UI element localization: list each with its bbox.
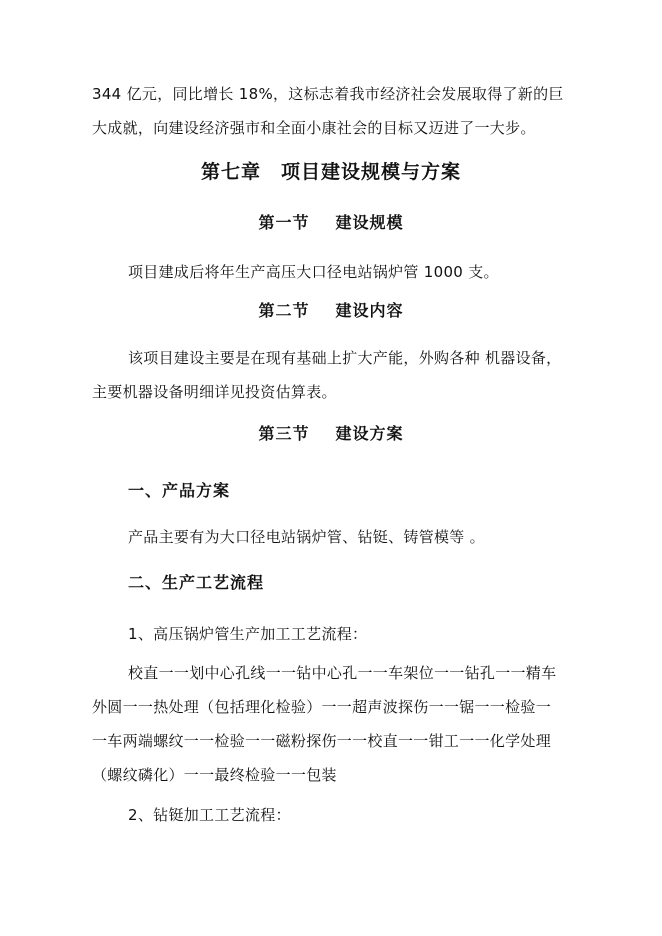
section-number: 第一节 bbox=[258, 213, 310, 232]
content-line-2: 主要机器设备明细详见投资估算表。 bbox=[92, 383, 337, 401]
process-item-1-title: 1、高压锅炉管生产加工工艺流程： bbox=[128, 625, 368, 643]
process-item-1-line: 外圆一一热处理（包括理化检验）一一超声波探伤一一锯一一检验一 bbox=[92, 698, 552, 716]
process-item-1-line: （螺纹磷化）一一最终检验一一包装 bbox=[92, 766, 337, 784]
subheading-process: 二、生产工艺流程 bbox=[128, 573, 265, 592]
intro-line-1: 344 亿元，同比增长 18%，这标志着我市经济社会发展取得了新的巨 bbox=[92, 85, 564, 103]
chapter-heading bbox=[0, 160, 662, 184]
section-number: 第二节 bbox=[258, 301, 310, 320]
section-heading-2 bbox=[0, 300, 662, 322]
section-heading-1 bbox=[0, 212, 662, 234]
section-title: 建设内容 bbox=[335, 301, 404, 320]
process-item-2-title: 2、钻铤加工工艺流程： bbox=[128, 806, 291, 824]
process-item-1-line: 一车两端螺纹一一检验一一磁粉探伤一一校直一一钳工一一化学处理 bbox=[92, 732, 552, 750]
section-title: 建设规模 bbox=[335, 213, 404, 232]
subheading-product: 一、产品方案 bbox=[128, 481, 231, 500]
section-heading-3 bbox=[0, 423, 662, 445]
process-item-1-line: 校直一一划中心孔线一一钻中心孔一一车架位一一钻孔一一精车 bbox=[128, 664, 557, 682]
section-title: 建设方案 bbox=[335, 424, 404, 443]
scale-paragraph: 项目建成后将年生产高压大口径电站锅炉管 1000 支。 bbox=[128, 263, 499, 281]
content-line-1: 该项目建设主要是在现有基础上扩大产能，外购各种 机器设备， bbox=[128, 349, 562, 367]
intro-line-2: 大成就，向建设经济强市和全面小康社会的目标又迈进了一大步。 bbox=[92, 119, 536, 137]
chapter-number: 第七章 bbox=[200, 161, 261, 183]
section-number: 第三节 bbox=[258, 424, 310, 443]
product-paragraph: 产品主要有为大口径电站锅炉管、钻铤、铸管模等 。 bbox=[128, 528, 485, 546]
chapter-title: 项目建设规模与方案 bbox=[281, 161, 462, 183]
